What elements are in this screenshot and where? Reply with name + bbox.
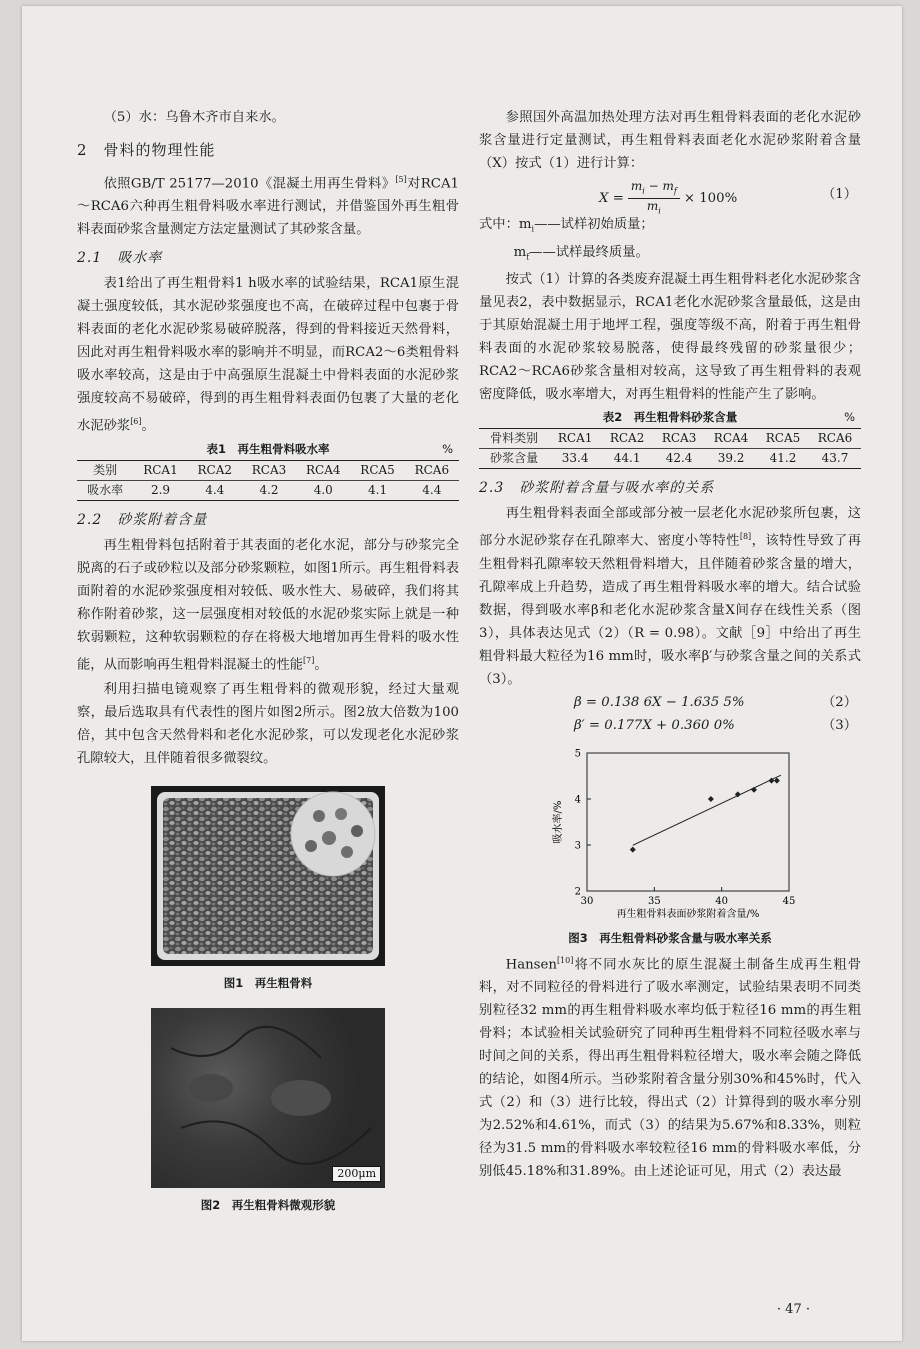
y-axis-label: 吸水率/%	[553, 800, 564, 844]
section-2-2-heading: 2.2 砂浆附着含量	[77, 511, 208, 528]
citation-6[interactable]: [6]	[130, 417, 142, 427]
where-mi: 式中：$m_i——$试样初始质量；	[479, 217, 654, 234]
y-tick-label: 3	[574, 840, 581, 852]
table-1-caption: 表1 再生粗骨料吸水率 %	[206, 441, 453, 456]
paper-page	[22, 6, 902, 1341]
water-absorption-paragraph: 表1给出了再生粗骨料1 h吸水率的试验结果，RCA1原生混凝土强度较低，其水泥砂浆强度也不高，在破碎过程中包裹于骨料表面的老化水泥砂浆易破碎脱落，得到的骨料接近天然骨料，因此对再生粗骨料吸水率的影响并不明显，而RCA2～6类粗骨料吸水率较高，这是由于中高强原生混凝土中骨料表面的水泥砂浆强度较高不易破碎，得到的再生粗骨料表面仍包裹了大量的老化水泥砂浆[6]。	[77, 276, 459, 434]
figure-1-photo	[151, 786, 385, 966]
fit-line	[633, 775, 781, 845]
figure-3-chart	[479, 741, 861, 927]
section-2-heading: 2 骨料的物理性能	[77, 141, 216, 159]
water-item: （5）水：乌鲁木齐市自来水。	[103, 110, 285, 125]
where-mf: $m_f——$试样最终质量。	[513, 244, 649, 262]
scatter-chart-svg	[479, 741, 861, 919]
aggregate-photo-graphic	[151, 786, 385, 966]
citation-8[interactable]: [8]	[739, 532, 752, 542]
section-2-1-heading: 2.1 吸水率	[77, 250, 163, 267]
table-1-header-row: 类别 RCA1 RCA2 RCA3 RCA4 RCA5 RCA6	[77, 460, 459, 480]
hansen-paragraph: Hansen[10]将不同水灰比的原生混凝土制备生成再生粗骨料，对不同粒径的骨料进行了吸水率测定，试验结果表明不同类别粒径32 mm的再生粗骨料吸水率均低于粒径16 mm的再生粗骨料；本试验相关试验研究了同种再生粗骨料不同粒径吸水率与时间之间的关系，得出再生粗骨料粒径增大，吸水率会随之降低的结论，如图4所示。当砂浆附着含量分别30%和45%时，代入式（2）和（3）进行比较，得出式（2）计算得到的吸水率分别为2.52%和4.61%，而式（3）的结果为5.67%和8.33%，则粒径为31.5 mm的骨料吸水率较粒径16 mm的骨料吸水率低，分别低45.18%和31.89%。由上述论证可见，用式（2）表达最	[479, 955, 861, 1180]
table-2-unit: %	[844, 410, 855, 425]
y-tick-label: 5	[574, 748, 581, 760]
y-tick-label: 2	[574, 886, 581, 898]
plot-frame	[587, 753, 789, 891]
equation-2: β = 0.138 6X − 1.635 5% （2）	[479, 691, 861, 714]
table-2-header-row: 骨料类别 RCA1 RCA2 RCA3 RCA4 RCA5 RCA6	[479, 429, 861, 449]
mortar-paragraph: 再生粗骨料包括附着于其表面的老化水泥，部分与砂浆完全脱离的石子或砂粒以及部分砂浆颗粒，如图1所示。再生粗骨料表面附着的水泥砂浆强度相对较低、吸水性大、易破碎，我们将其称作附着砂浆，这一层强度相对较低的水泥砂浆实际上就是一种软弱颗粒，这种软弱颗粒的存在将极大地增加再生骨料的吸水性能，从而影响再生粗骨料混凝土的性能[7]。	[77, 537, 459, 673]
figure-2-caption: 图2 再生粗骨料微观形貌	[200, 1198, 336, 1213]
equation-1: X = $\frac{m_i - m_f}{m_i}$ × 100% （1）	[599, 179, 857, 216]
table-1-unit: %	[442, 441, 453, 456]
figure-2-micrograph	[151, 1008, 385, 1188]
figure-1-caption: 图1 再生粗骨料	[223, 976, 313, 991]
intro-paragraph: 依照GB/T 25177—2010《混凝土用再生骨料》[5]对RCA1～RCA6六种再生粗骨料吸水率进行测试，并借鉴国外再生粗骨料表面砂浆含量测定方法定量测试了其砂浆含量。	[77, 175, 460, 238]
x-tick-label: 35	[647, 895, 661, 907]
x-tick-label: 40	[715, 895, 729, 907]
table-2	[479, 428, 861, 469]
right-column	[479, 106, 861, 1183]
x-tick-label: 30	[580, 895, 594, 907]
section-2-3-heading: 2.3 砂浆附着含量与吸水率的关系	[479, 480, 715, 497]
citation-5[interactable]: [5]	[395, 175, 407, 184]
page-number: · 47 ·	[776, 1302, 810, 1317]
data-point	[708, 796, 714, 802]
sem-paragraph: 利用扫描电镜观察了再生粗骨料的微观形貌，经过大量观察，最后选取具有代表性的图片如图2所示。图2放大倍数为100倍，其中包含天然骨料和老化水泥砂浆，可以发现老化水泥砂浆孔隙较大，且伴随着很多微裂纹。	[77, 682, 459, 767]
reference-method-paragraph: 参照国外高温加热处理方法对再生粗骨料表面的老化水泥砂浆含量进行定量测试，再生粗骨料表面老化水泥砂浆附着含量（X）按式（1）进行计算：	[479, 110, 861, 171]
table-1-data-row: 吸水率 2.9 4.4 4.2 4.0 4.1 4.4	[87, 482, 442, 497]
equation-1-number: （1）	[821, 187, 857, 202]
table-2-data-row: 砂浆含量 33.4 44.1 42.4 39.2 41.2 43.7	[490, 451, 849, 466]
table-1	[77, 460, 459, 501]
data-point	[751, 787, 757, 793]
equation-3-number: （3）	[821, 717, 857, 733]
relationship-paragraph: 再生粗骨料表面全部或部分被一层老化水泥砂浆所包裹，这部分水泥砂浆存在孔隙率大、密度小等特性[8]，该特性导致了再生粗骨料孔隙率较天然粗骨料增大，且伴随着砂浆含量的增大，孔隙率成上升趋势，造成了再生粗骨料吸水率的增大。结合试验数据，得到吸水率β和老化水泥砂浆含量X间存在线性关系（图3），具体表达见式（2）（R = 0.98）。文献［9］中给出了再生粗骨料最大粒径为16 mm时，吸水率β′与砂浆含量之间的关系式（3）。	[479, 506, 862, 687]
citation-10[interactable]: [10]	[556, 955, 574, 965]
left-column	[77, 106, 459, 1216]
x-axis-label: 再生粗骨料表面砂浆附着含量/%	[616, 908, 760, 919]
equation-2-number: （2）	[821, 694, 857, 710]
table-2-caption: 表2 再生粗骨料砂浆含量 %	[602, 410, 855, 425]
figure-3-caption: 图3 再生粗骨料砂浆含量与吸水率关系	[568, 930, 772, 945]
data-point	[630, 846, 636, 852]
calculation-paragraph: 按式（1）计算的各类废弃混凝土再生粗骨料老化水泥砂浆含量见表2，表中数据显示，RCA1老化水泥砂浆含量最低，这是由于其原始混凝土用于地坪工程，强度等级不高，附着于再生粗骨料表面的水泥砂浆较易脱落，使得最终残留的砂浆量很少；RCA2～RCA6砂浆含量相对较高，这导致了再生粗骨料的表观密度降低，吸水率增大，对再生粗骨料的性能产生了影响。	[479, 272, 861, 403]
y-tick-label: 4	[574, 794, 581, 806]
citation-7[interactable]: [7]	[303, 655, 315, 665]
scale-bar: 200μm	[332, 1166, 381, 1182]
micrograph-texture	[151, 1008, 385, 1188]
x-tick-label: 45	[782, 895, 796, 907]
equation-3: β′ = 0.177X + 0.360 0% （3）	[479, 714, 861, 737]
